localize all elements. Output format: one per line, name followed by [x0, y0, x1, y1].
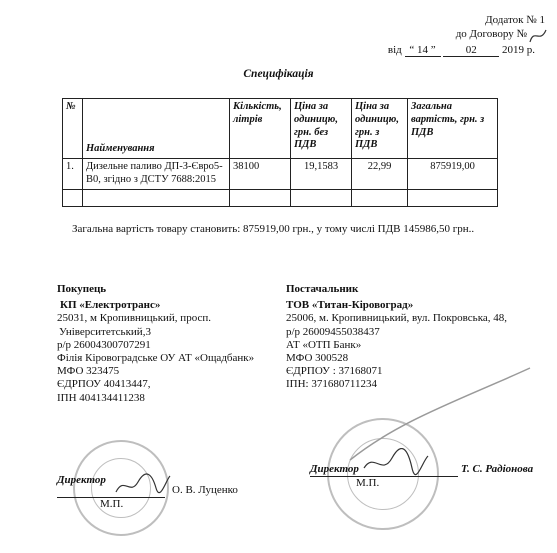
date-day: “ 14 ” — [405, 44, 441, 57]
supplier-account: р/р 26009455038437 — [286, 325, 380, 338]
cell-total: 875919,00 — [408, 159, 498, 190]
table-row-empty — [63, 189, 498, 206]
buyer-heading: Покупець — [57, 283, 107, 295]
buyer-mp: М.П. — [100, 498, 124, 510]
header-total: Загальна вартість, грн. з ПДВ — [408, 99, 498, 159]
decorative-stroke — [340, 360, 540, 470]
supplier-sign-label: Директор — [310, 463, 359, 475]
supplier-edrpou: ЄДРПОУ : 37168071 — [286, 365, 383, 378]
appendix-number: Додаток № 1 — [485, 14, 545, 26]
buyer-account: р/р 26004300707291 — [57, 338, 151, 351]
date-prefix: від — [387, 44, 402, 56]
supplier-mfo: МФО 300528 — [286, 352, 349, 365]
header-no: № — [63, 99, 83, 159]
buyer-name: КП «Електротранс» — [60, 299, 161, 312]
buyer-mfo: МФО 323475 — [57, 365, 120, 378]
supplier-sign-name: Т. С. Радіонова — [461, 463, 534, 475]
header-price-vat: Ціна за одиницю, грн. з ПДВ — [352, 99, 408, 159]
header-name: Найменування — [83, 99, 230, 159]
header-qty: Кількість, літрів — [230, 99, 291, 159]
total-summary: Загальна вартість товару становить: 875919,00 грн., у тому числі ПДВ 145986,50 грн.. — [72, 223, 475, 235]
buyer-signature-mark — [112, 470, 172, 498]
supplier-bank: АТ «ОТП Банк» — [286, 338, 362, 351]
supplier-mp: М.П. — [356, 477, 380, 489]
table-row — [63, 159, 498, 190]
header-price-no-vat: Ціна за одиницю, грн. без ПДВ — [291, 99, 352, 159]
contract-reference-label: до Договору № — [455, 28, 527, 40]
supplier-name: ТОВ «Титан-Кіровоград» — [286, 299, 414, 312]
date-month: 02 — [443, 44, 499, 57]
handwritten-contract-number-mark — [528, 26, 550, 46]
specification-table — [62, 98, 498, 207]
buyer-address-2: Університетський,3 — [59, 325, 151, 338]
cell-name: Дизельне паливо ДП-З-Євро5-В0, згідно з ДСТУ 7688:2015 — [83, 159, 230, 190]
cell-price-vat: 22,99 — [352, 159, 408, 190]
buyer-bank: Філія Кіровоградське ОУ АТ «Ощадбанк» — [57, 352, 255, 365]
buyer-edrpou: ЄДРПОУ 40413447, — [57, 378, 151, 391]
buyer-signature — [57, 474, 106, 486]
buyer-block — [57, 283, 254, 405]
supplier-heading: Постачальник — [286, 283, 359, 295]
date-line — [388, 44, 535, 57]
cell-no: 1. — [63, 159, 83, 190]
buyer-sign-label: Директор — [57, 474, 106, 486]
cell-price-no-vat: 19,1583 — [291, 159, 352, 190]
cell-qty: 38100 — [230, 159, 291, 190]
buyer-ipn: ІПН 404134411238 — [57, 391, 145, 404]
supplier-ipn: ІПН: 371680711234 — [286, 378, 377, 391]
supplier-address: 25006, м. Кропивницький, вул. Покровська, 48, — [286, 312, 508, 325]
buyer-sign-name: О. В. Луценко — [172, 484, 238, 496]
document-title: Специфікація — [243, 68, 314, 80]
buyer-address-1: 25031, м Кропивницький, просп. — [57, 312, 211, 325]
date-year: 2019 р. — [502, 44, 535, 56]
